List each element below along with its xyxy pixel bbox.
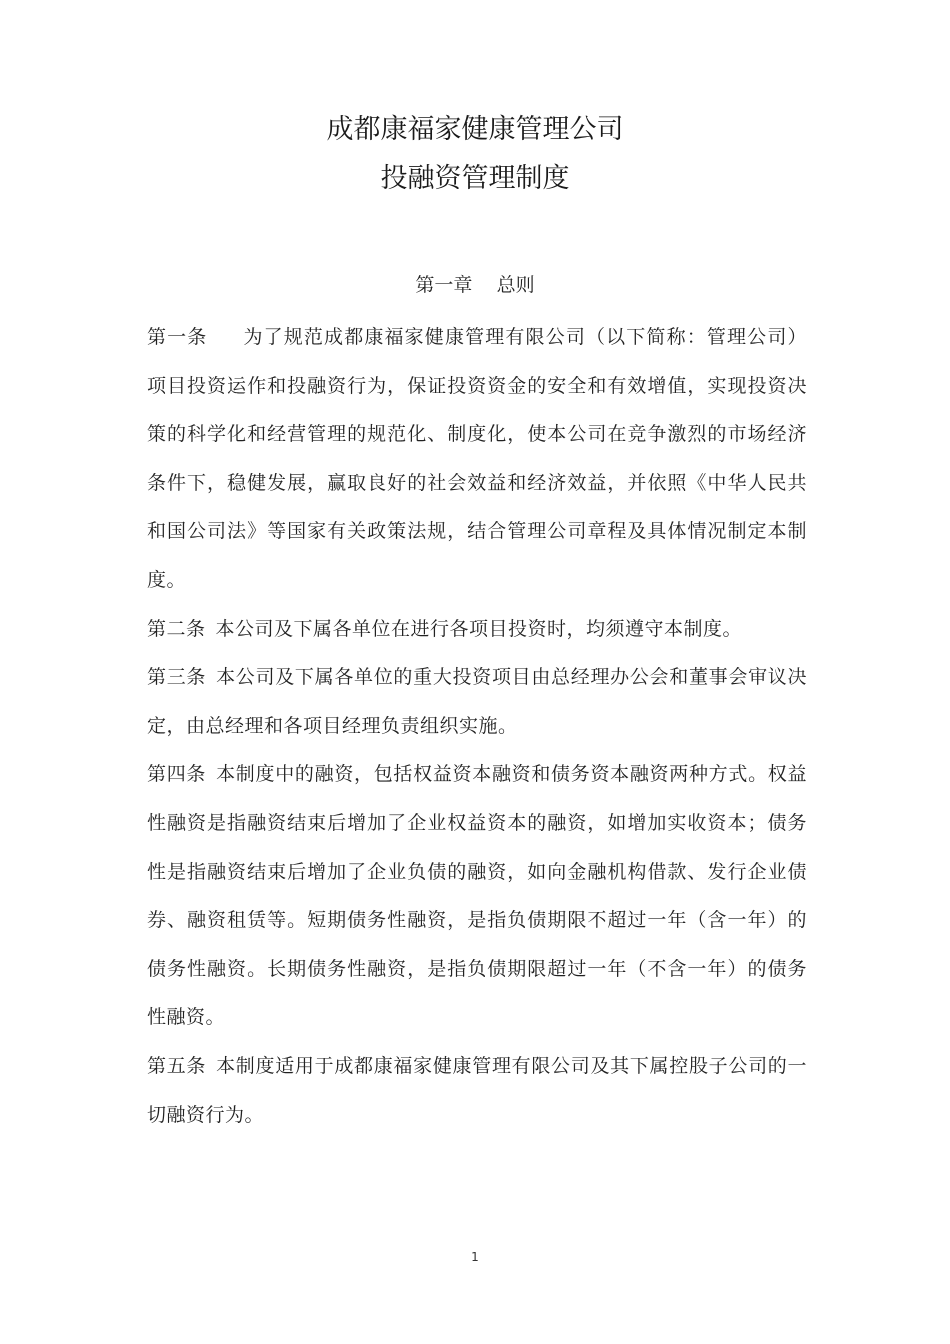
article-1-number: 第一条	[147, 326, 208, 348]
article-1-text: 为了规范成都康福家健康管理有限公司（以下简称：管理公司）项目投资运作和投融资行为，保证投资资金的安全和有效增值，实现投资决策的科学化和经营管理的规范化、制度化，使本公司在竞争激烈的市场经济条件下，稳健发展，赢取良好的社会效益和经济效益，并依照《中华人民共和国公司法》等国家有关政策法规，结合管理公司章程及具体情况制定本制度。	[147, 326, 807, 591]
page-number: 1	[471, 1250, 479, 1264]
chapter-title: 总则	[496, 274, 535, 296]
chapter-number: 第一章	[415, 274, 473, 296]
article-3-number: 第三条	[147, 666, 207, 689]
article-3-text: 本公司及下属各单位的重大投资项目由总经理办公会和董事会审议决定，由总经理和各项目经理负责组织实施。	[147, 666, 807, 737]
article-5-number: 第五条	[147, 1054, 207, 1077]
document-title-line-1: 成都康福家健康管理公司	[326, 114, 624, 145]
article-2-text: 本公司及下属各单位在进行各项目投资时，均须遵守本制度。	[215, 617, 743, 640]
article-3	[147, 653, 807, 750]
document-body	[147, 313, 807, 1139]
article-4-number: 第四条	[147, 763, 207, 786]
document-title-line-2: 投融资管理制度	[380, 163, 570, 194]
article-4	[147, 750, 807, 1042]
article-2	[147, 605, 807, 654]
chapter-heading	[0, 272, 950, 298]
article-1	[147, 313, 807, 605]
article-5-text: 本制度适用于成都康福家健康管理有限公司及其下属控股子公司的一切融资行为。	[147, 1054, 807, 1126]
article-2-number: 第二条	[147, 617, 206, 640]
chapter-gap	[472, 274, 496, 296]
article-4-text: 本制度中的融资，包括权益资本融资和债务资本融资两种方式。权益性融资是指融资结束后增加了企业权益资本的融资，如增加实收资本；债务性是指融资结束后增加了企业负债的融资，如向金融机构借款、发行企业债券、融资租赁等。短期债务性融资，是指负债期限不超过一年（含一年）的债务性融资。长期债务性融资，是指负债期限超过一年（不含一年）的债务性融资。	[147, 763, 807, 1029]
article-5	[147, 1042, 807, 1139]
